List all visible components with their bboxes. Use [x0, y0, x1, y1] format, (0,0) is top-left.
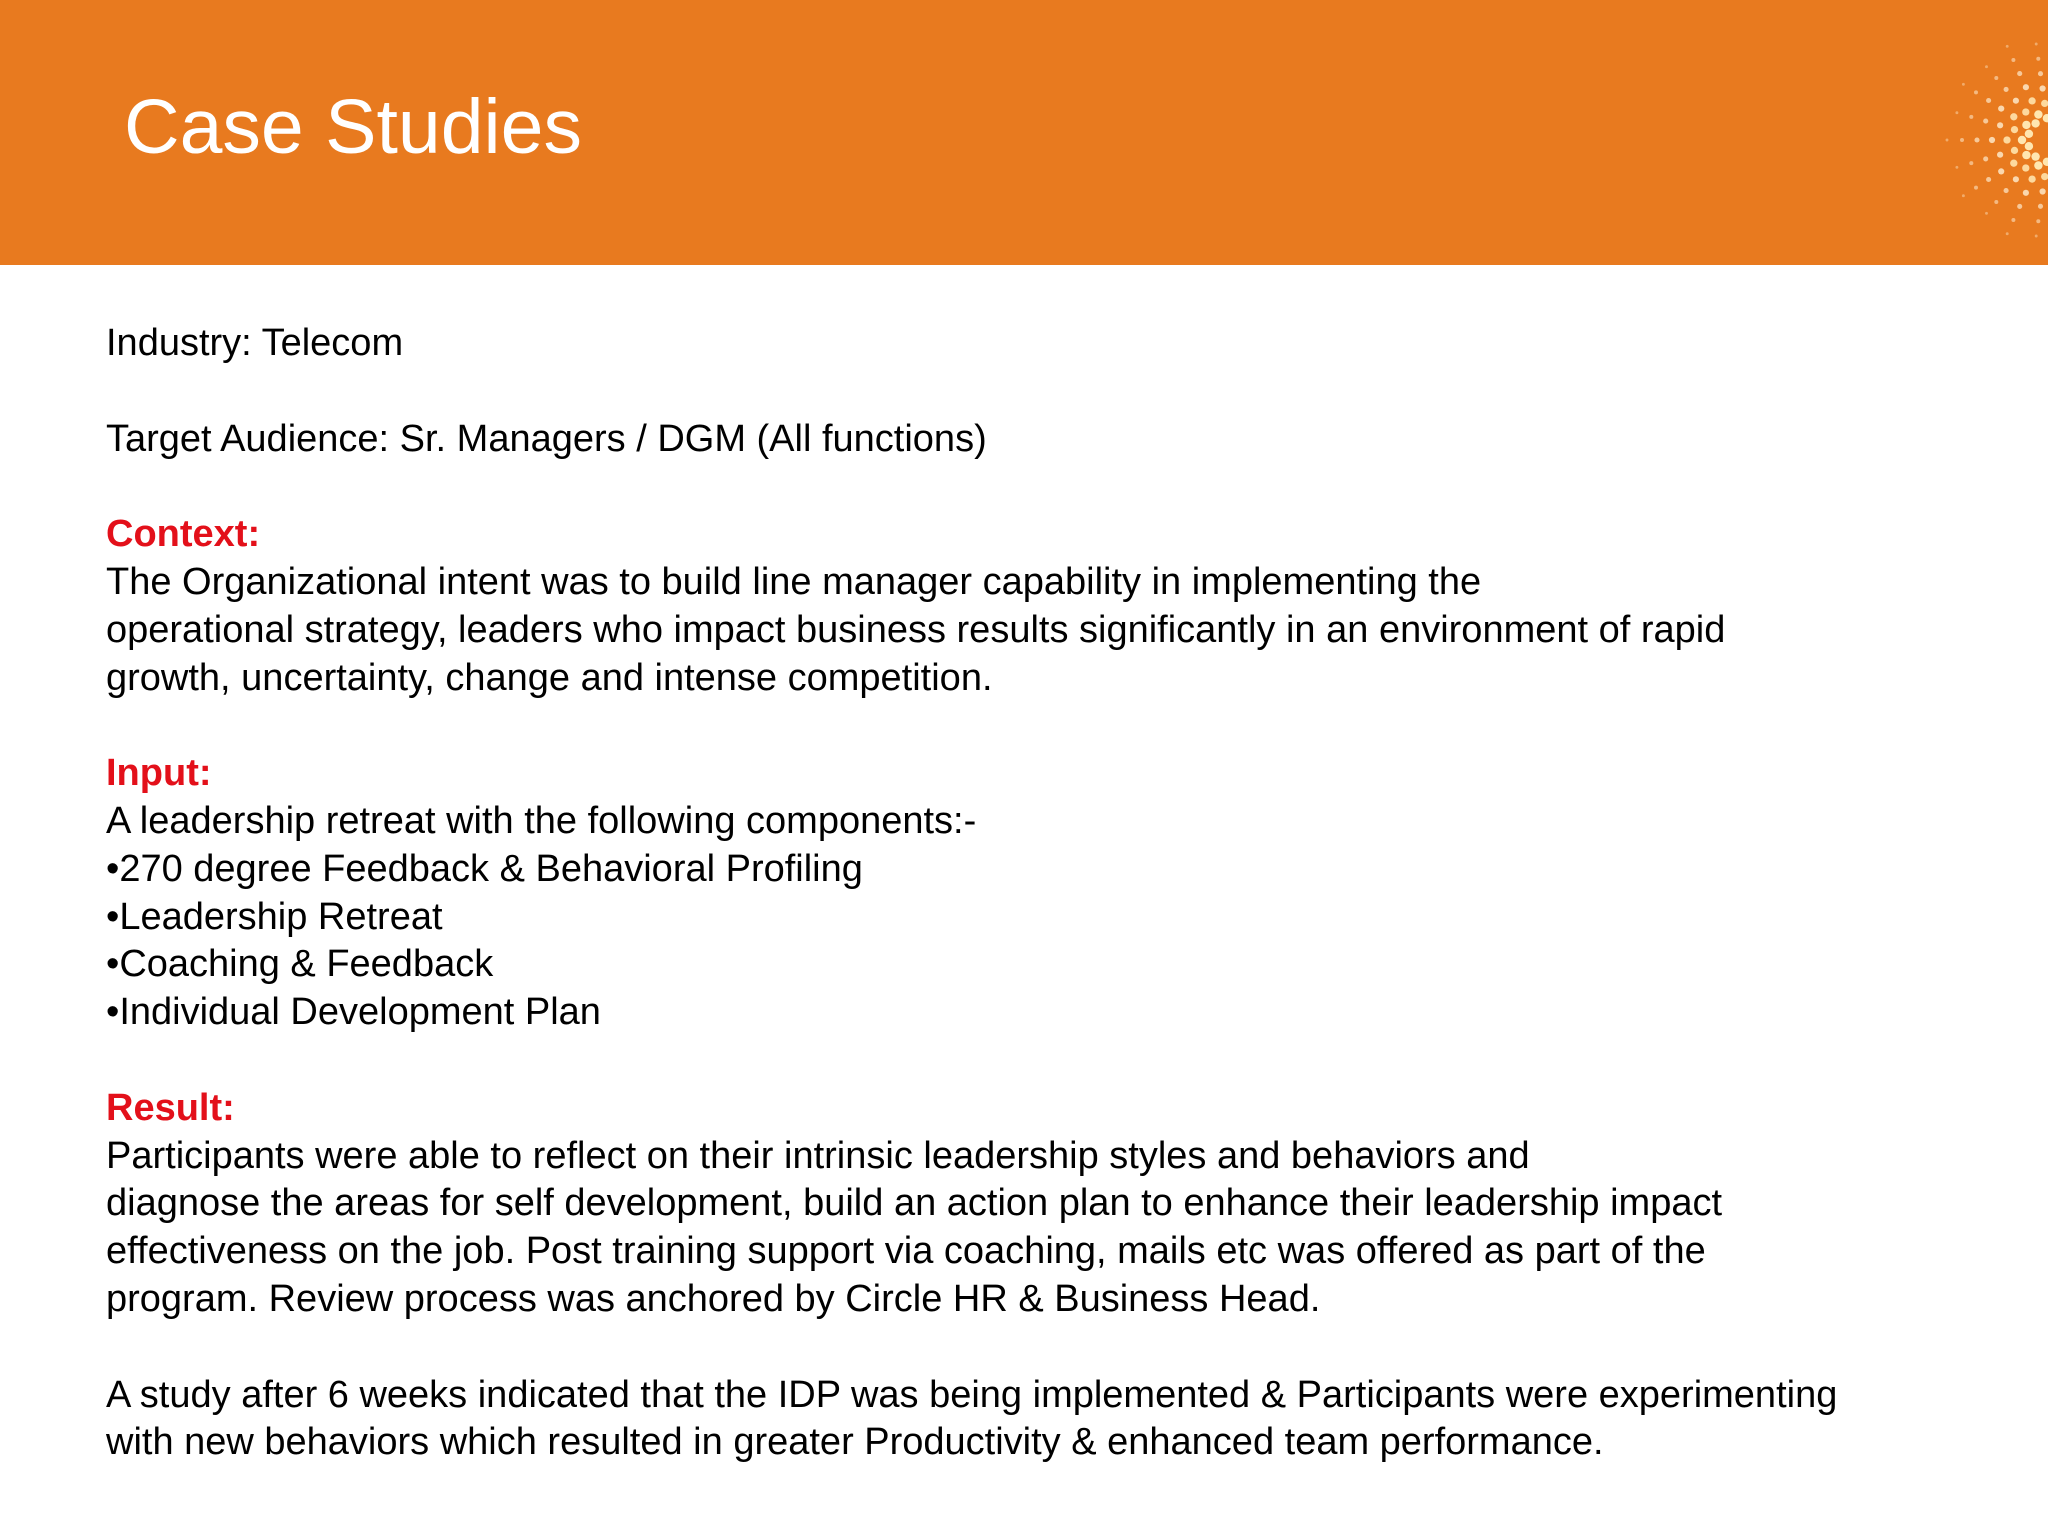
bullet-text: Leadership Retreat: [119, 895, 443, 938]
context-heading: Context:: [106, 513, 261, 556]
sunburst-logo-icon: [1900, 30, 2048, 250]
bullet-text: Coaching & Feedback: [119, 943, 494, 986]
context-line: The Organizational intent was to build line manager capability in implementing the: [106, 560, 1482, 603]
result-line: program. Review process was anchored by Circle HR & Business Head.: [106, 1277, 1321, 1320]
slide-title: Case Studies: [124, 84, 582, 170]
bullet-icon: •: [106, 991, 120, 1034]
input-intro: A leadership retreat with the following components:-: [106, 799, 977, 842]
input-heading: Input:: [106, 752, 212, 795]
bullet-icon: •: [106, 943, 120, 986]
spacer: [106, 702, 2006, 750]
result-line: diagnose the areas for self development, build an action plan to enhance their leadership impact: [106, 1182, 1723, 1225]
result-followup-line: with new behaviors which resulted in greater Productivity & enhanced team performance.: [106, 1421, 1604, 1464]
context-line: growth, uncertainty, change and intense competition.: [106, 656, 993, 699]
result-line: Participants were able to reflect on their intrinsic leadership styles and behaviors and: [106, 1134, 1530, 1177]
bullet-icon: •: [106, 847, 120, 890]
header-band: [0, 0, 2048, 265]
bullet-text: Individual Development Plan: [119, 991, 601, 1034]
result-followup-line: A study after 6 weeks indicated that the IDP was being implemented & Participants were experimenting: [106, 1373, 1838, 1416]
input-bullet-item: [106, 894, 2006, 942]
context-line: operational strategy, leaders who impact business results significantly in an environment of rapid: [106, 608, 1726, 651]
spacer: [106, 463, 2006, 511]
result-line: effectiveness on the job. Post training support via coaching, mails etc was offered as part of the: [106, 1230, 1706, 1273]
input-bullet-item: [106, 941, 2006, 989]
bullet-icon: •: [106, 895, 120, 938]
slide-body: [106, 320, 2006, 1467]
spacer: [106, 368, 2006, 416]
input-bullet-item: [106, 846, 2006, 894]
result-heading: Result:: [106, 1086, 235, 1129]
spacer: [106, 1324, 2006, 1372]
input-bullet-item: [106, 989, 2006, 1037]
target-audience-line: Target Audience: Sr. Managers / DGM (All functions): [106, 417, 987, 460]
spacer: [106, 1037, 2006, 1085]
industry-line: Industry: Telecom: [106, 322, 404, 364]
bullet-text: 270 degree Feedback & Behavioral Profiling: [119, 847, 863, 890]
